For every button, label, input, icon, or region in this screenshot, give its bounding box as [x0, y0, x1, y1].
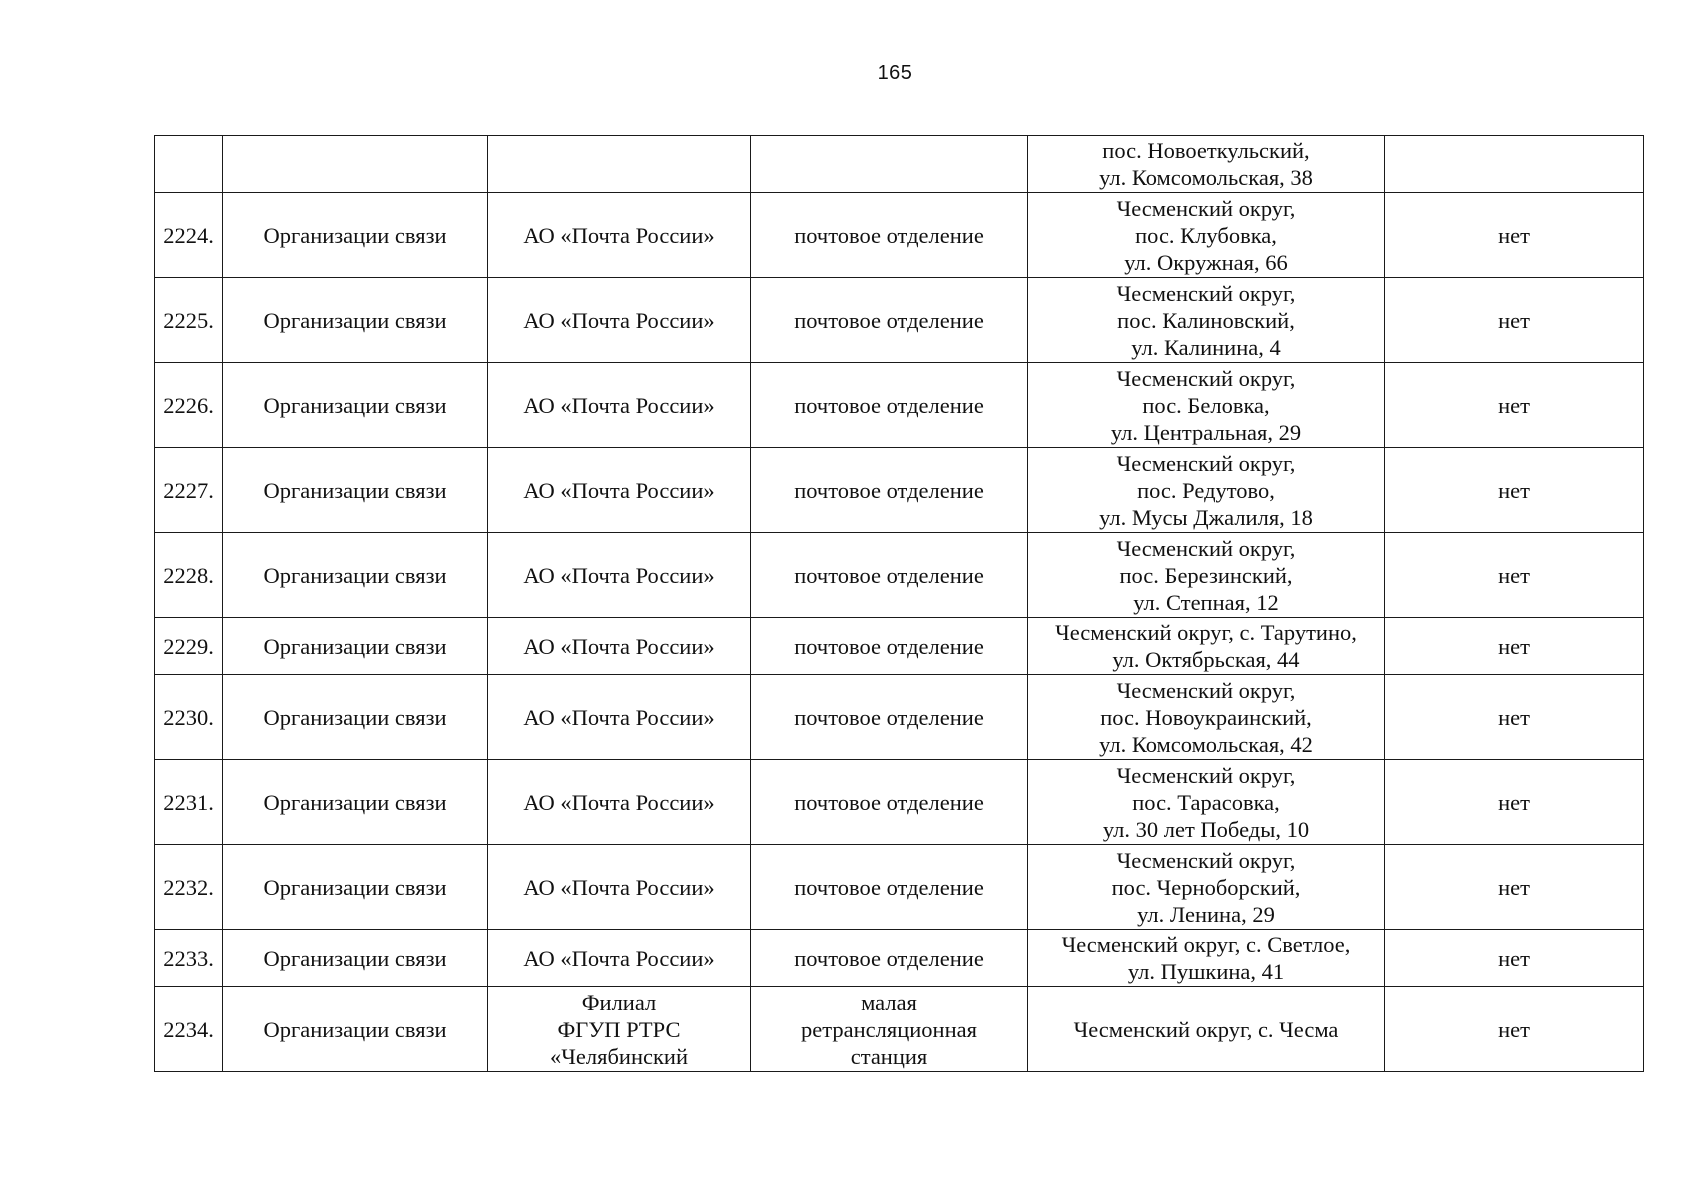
cell-flag: нет	[1385, 845, 1644, 930]
address-line: Чесменский округ,	[1116, 450, 1296, 476]
cell-object-type	[751, 760, 1028, 845]
organization-line: АО «Почта России»	[523, 789, 715, 815]
cell-category: Организации связи	[223, 533, 488, 618]
address-line: ул. 30 лет Победы, 10	[1102, 816, 1310, 842]
address-line: Чесменский округ,	[1116, 280, 1296, 306]
cell-num: 2233.	[155, 930, 223, 987]
object-type-line: почтовое отделение	[794, 704, 984, 730]
object-type-line: малая	[861, 989, 917, 1015]
address-line: пос. Редутово,	[1137, 477, 1275, 503]
organization-line: «Челябинский	[550, 1043, 688, 1069]
cell-flag: нет	[1385, 760, 1644, 845]
organization-line: АО «Почта России»	[523, 392, 715, 418]
cell-object-type	[751, 193, 1028, 278]
address-line: ул. Комсомольская, 38	[1099, 165, 1313, 190]
organization-line: Филиал	[581, 989, 657, 1015]
cell-organization	[488, 618, 751, 675]
object-type-line: станция	[850, 1043, 928, 1069]
cell-object-type	[751, 363, 1028, 448]
cell-num	[155, 136, 223, 193]
cell-flag: нет	[1385, 675, 1644, 760]
object-type-line: ретрансляционная	[801, 1016, 977, 1042]
address-line: пос. Черноборский,	[1111, 874, 1301, 900]
cell-flag: нет	[1385, 987, 1644, 1072]
organization-line: АО «Почта России»	[523, 477, 715, 503]
cell-num: 2234.	[155, 987, 223, 1072]
table-row	[155, 533, 1644, 618]
table-row	[155, 278, 1644, 363]
address-line: Чесменский округ,	[1116, 677, 1296, 703]
cell-category: Организации связи	[223, 618, 488, 675]
cell-flag: нет	[1385, 533, 1644, 618]
table-row	[155, 845, 1644, 930]
cell-address	[1028, 845, 1385, 930]
cell-flag: нет	[1385, 448, 1644, 533]
organization-line: АО «Почта России»	[523, 307, 715, 333]
address-line: Чесменский округ,	[1116, 847, 1296, 873]
cell-organization	[488, 760, 751, 845]
cell-organization	[488, 987, 751, 1072]
object-type-line: почтовое отделение	[794, 222, 984, 248]
organization-line: АО «Почта России»	[523, 874, 715, 900]
cell-organization	[488, 533, 751, 618]
cell-category: Организации связи	[223, 193, 488, 278]
cell-address	[1028, 930, 1385, 987]
address-line: ул. Центральная, 29	[1110, 419, 1302, 445]
address-line: пос. Клубовка,	[1135, 222, 1277, 248]
organization-line: АО «Почта России»	[523, 945, 715, 971]
cell-object-type	[751, 448, 1028, 533]
cell-category: Организации связи	[223, 675, 488, 760]
registry-table	[154, 135, 1644, 1072]
page-number: 165	[877, 62, 913, 84]
object-type-line: почтовое отделение	[794, 874, 984, 900]
cell-category: Организации связи	[223, 930, 488, 987]
address-line: пос. Березинский,	[1119, 562, 1293, 588]
cell-organization	[488, 278, 751, 363]
cell-flag	[1385, 136, 1644, 193]
table-row	[155, 193, 1644, 278]
cell-organization	[488, 363, 751, 448]
address-line: пос. Новоукраинский,	[1100, 704, 1312, 730]
cell-num: 2231.	[155, 760, 223, 845]
cell-object-type	[751, 136, 1028, 193]
cell-address	[1028, 278, 1385, 363]
cell-flag: нет	[1385, 193, 1644, 278]
address-line: Чесменский округ, с. Тарутино,	[1055, 620, 1357, 645]
address-line: ул. Комсомольская, 42	[1099, 731, 1313, 757]
cell-address	[1028, 618, 1385, 675]
table-body	[155, 136, 1644, 1072]
table-row	[155, 760, 1644, 845]
cell-flag: нет	[1385, 363, 1644, 448]
address-line: Чесменский округ, с. Чесма	[1073, 1016, 1339, 1042]
address-line: Чесменский округ,	[1116, 195, 1296, 221]
organization-line: ФГУП РТРС	[557, 1016, 681, 1042]
address-line: ул. Октябрьская, 44	[1112, 647, 1300, 672]
cell-num: 2227.	[155, 448, 223, 533]
object-type-line: почтовое отделение	[794, 945, 984, 971]
address-line: Чесменский округ, с. Светлое,	[1061, 932, 1351, 957]
object-type-line: почтовое отделение	[794, 392, 984, 418]
cell-organization	[488, 193, 751, 278]
address-line: Чесменский округ,	[1116, 535, 1296, 561]
address-line: ул. Ленина, 29	[1137, 901, 1275, 927]
table-row	[155, 675, 1644, 760]
cell-category: Организации связи	[223, 363, 488, 448]
organization-line: АО «Почта России»	[523, 633, 715, 659]
cell-object-type	[751, 987, 1028, 1072]
cell-num: 2229.	[155, 618, 223, 675]
address-line: ул. Калинина, 4	[1131, 334, 1281, 360]
cell-category: Организации связи	[223, 760, 488, 845]
cell-object-type	[751, 618, 1028, 675]
cell-organization	[488, 675, 751, 760]
cell-organization	[488, 448, 751, 533]
cell-num: 2228.	[155, 533, 223, 618]
cell-num: 2225.	[155, 278, 223, 363]
cell-category: Организации связи	[223, 278, 488, 363]
table-row	[155, 363, 1644, 448]
table-row	[155, 930, 1644, 987]
cell-category	[223, 136, 488, 193]
cell-address	[1028, 193, 1385, 278]
cell-num: 2224.	[155, 193, 223, 278]
cell-category: Организации связи	[223, 448, 488, 533]
address-line: пос. Беловка,	[1142, 392, 1270, 418]
organization-line: АО «Почта России»	[523, 704, 715, 730]
cell-address	[1028, 448, 1385, 533]
cell-address	[1028, 136, 1385, 193]
cell-num: 2230.	[155, 675, 223, 760]
cell-address	[1028, 533, 1385, 618]
cell-object-type	[751, 278, 1028, 363]
cell-category: Организации связи	[223, 845, 488, 930]
table-row	[155, 987, 1644, 1072]
cell-flag: нет	[1385, 618, 1644, 675]
object-type-line: почтовое отделение	[794, 477, 984, 503]
object-type-line: почтовое отделение	[794, 307, 984, 333]
table-row-continuation	[155, 136, 1644, 193]
cell-address	[1028, 987, 1385, 1072]
address-line: Чесменский округ,	[1116, 762, 1296, 788]
cell-address	[1028, 363, 1385, 448]
cell-object-type	[751, 533, 1028, 618]
address-line: ул. Пушкина, 41	[1127, 959, 1285, 984]
table-row	[155, 618, 1644, 675]
cell-organization	[488, 136, 751, 193]
cell-object-type	[751, 675, 1028, 760]
object-type-line: почтовое отделение	[794, 789, 984, 815]
cell-num: 2232.	[155, 845, 223, 930]
cell-address	[1028, 760, 1385, 845]
address-line: пос. Тарасовка,	[1132, 789, 1280, 815]
cell-num: 2226.	[155, 363, 223, 448]
cell-object-type	[751, 930, 1028, 987]
object-type-line: почтовое отделение	[794, 633, 984, 659]
cell-flag: нет	[1385, 278, 1644, 363]
address-line: ул. Мусы Джалиля, 18	[1099, 504, 1313, 530]
cell-flag: нет	[1385, 930, 1644, 987]
address-line: пос. Новоеткульский,	[1102, 138, 1310, 163]
cell-organization	[488, 845, 751, 930]
address-line: ул. Степная, 12	[1133, 589, 1279, 615]
object-type-line: почтовое отделение	[794, 562, 984, 588]
address-line: ул. Окружная, 66	[1124, 249, 1288, 275]
organization-line: АО «Почта России»	[523, 562, 715, 588]
cell-category: Организации связи	[223, 987, 488, 1072]
address-line: Чесменский округ,	[1116, 365, 1296, 391]
cell-address	[1028, 675, 1385, 760]
cell-object-type	[751, 845, 1028, 930]
cell-organization	[488, 930, 751, 987]
address-line: пос. Калиновский,	[1117, 307, 1295, 333]
organization-line: АО «Почта России»	[523, 222, 715, 248]
table-row	[155, 448, 1644, 533]
